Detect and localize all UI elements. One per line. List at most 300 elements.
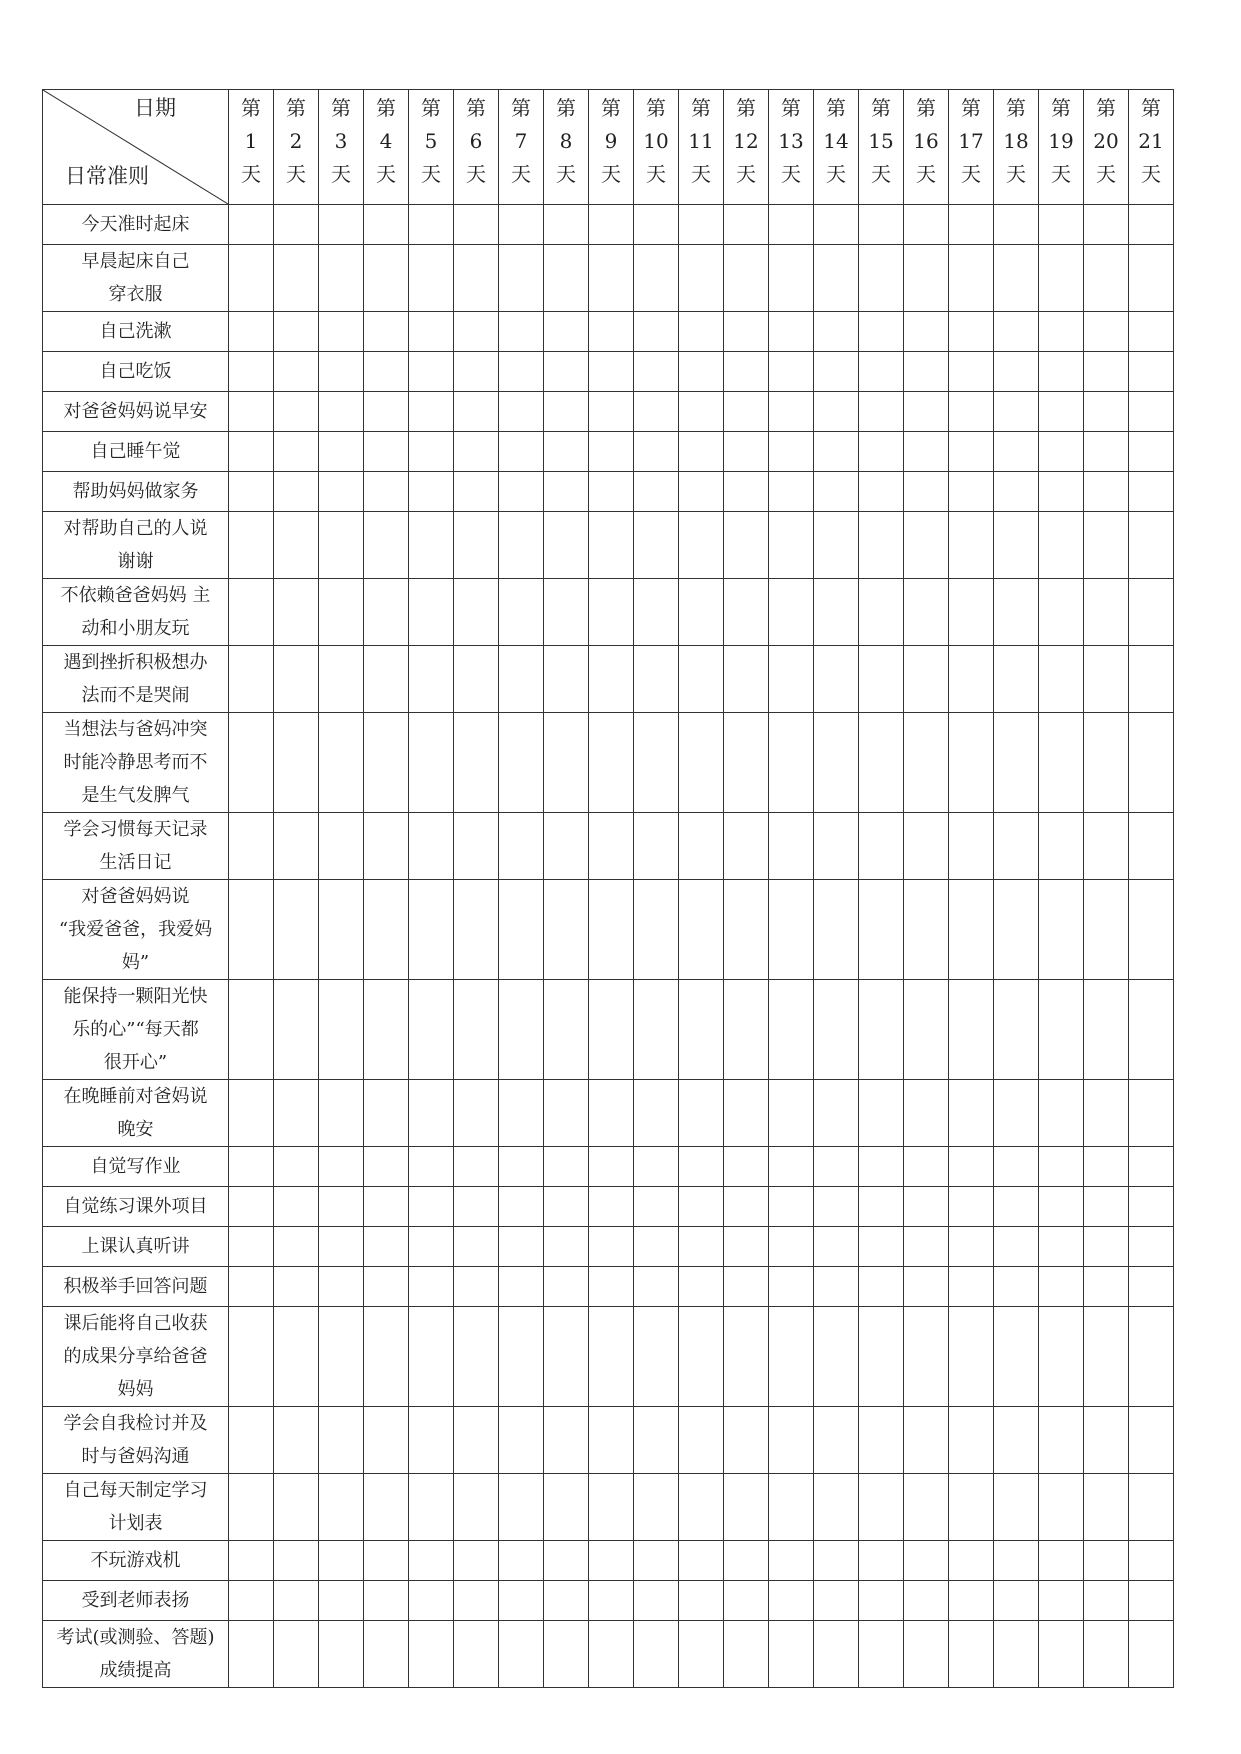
check-cell[interactable] xyxy=(994,646,1039,713)
check-cell[interactable] xyxy=(679,432,724,472)
check-cell[interactable] xyxy=(814,205,859,245)
check-cell[interactable] xyxy=(1129,980,1174,1080)
check-cell[interactable] xyxy=(544,472,589,512)
check-cell[interactable] xyxy=(904,312,949,352)
check-cell[interactable] xyxy=(904,1147,949,1187)
check-cell[interactable] xyxy=(499,312,544,352)
check-cell[interactable] xyxy=(724,205,769,245)
check-cell[interactable] xyxy=(274,512,319,579)
check-cell[interactable] xyxy=(1084,392,1129,432)
check-cell[interactable] xyxy=(859,1541,904,1581)
check-cell[interactable] xyxy=(454,813,499,880)
check-cell[interactable] xyxy=(724,1541,769,1581)
check-cell[interactable] xyxy=(679,813,724,880)
check-cell[interactable] xyxy=(814,1187,859,1227)
check-cell[interactable] xyxy=(1084,512,1129,579)
check-cell[interactable] xyxy=(994,1267,1039,1307)
check-cell[interactable] xyxy=(229,312,274,352)
check-cell[interactable] xyxy=(769,980,814,1080)
check-cell[interactable] xyxy=(454,352,499,392)
check-cell[interactable] xyxy=(679,512,724,579)
check-cell[interactable] xyxy=(499,245,544,312)
check-cell[interactable] xyxy=(814,646,859,713)
check-cell[interactable] xyxy=(409,880,454,980)
check-cell[interactable] xyxy=(994,312,1039,352)
check-cell[interactable] xyxy=(589,1581,634,1621)
check-cell[interactable] xyxy=(814,1621,859,1688)
check-cell[interactable] xyxy=(769,1474,814,1541)
check-cell[interactable] xyxy=(1084,646,1129,713)
check-cell[interactable] xyxy=(544,813,589,880)
check-cell[interactable] xyxy=(994,1407,1039,1474)
check-cell[interactable] xyxy=(724,1621,769,1688)
check-cell[interactable] xyxy=(589,1474,634,1541)
check-cell[interactable] xyxy=(499,1147,544,1187)
check-cell[interactable] xyxy=(364,1581,409,1621)
check-cell[interactable] xyxy=(409,1407,454,1474)
check-cell[interactable] xyxy=(859,1187,904,1227)
check-cell[interactable] xyxy=(859,880,904,980)
check-cell[interactable] xyxy=(364,1474,409,1541)
check-cell[interactable] xyxy=(229,1621,274,1688)
check-cell[interactable] xyxy=(994,432,1039,472)
check-cell[interactable] xyxy=(454,1227,499,1267)
check-cell[interactable] xyxy=(1084,312,1129,352)
check-cell[interactable] xyxy=(1039,245,1084,312)
check-cell[interactable] xyxy=(724,1267,769,1307)
check-cell[interactable] xyxy=(1084,579,1129,646)
check-cell[interactable] xyxy=(724,880,769,980)
check-cell[interactable] xyxy=(319,1307,364,1407)
check-cell[interactable] xyxy=(859,1147,904,1187)
check-cell[interactable] xyxy=(274,713,319,813)
check-cell[interactable] xyxy=(1129,512,1174,579)
check-cell[interactable] xyxy=(769,312,814,352)
check-cell[interactable] xyxy=(229,205,274,245)
check-cell[interactable] xyxy=(994,245,1039,312)
check-cell[interactable] xyxy=(634,1407,679,1474)
check-cell[interactable] xyxy=(1039,1080,1084,1147)
check-cell[interactable] xyxy=(994,392,1039,432)
check-cell[interactable] xyxy=(454,1307,499,1407)
check-cell[interactable] xyxy=(1084,352,1129,392)
check-cell[interactable] xyxy=(904,1541,949,1581)
check-cell[interactable] xyxy=(499,205,544,245)
check-cell[interactable] xyxy=(1039,1581,1084,1621)
check-cell[interactable] xyxy=(634,813,679,880)
check-cell[interactable] xyxy=(319,1227,364,1267)
check-cell[interactable] xyxy=(679,352,724,392)
check-cell[interactable] xyxy=(319,312,364,352)
check-cell[interactable] xyxy=(319,646,364,713)
check-cell[interactable] xyxy=(859,245,904,312)
check-cell[interactable] xyxy=(994,205,1039,245)
check-cell[interactable] xyxy=(454,980,499,1080)
check-cell[interactable] xyxy=(949,472,994,512)
check-cell[interactable] xyxy=(409,1581,454,1621)
check-cell[interactable] xyxy=(499,646,544,713)
check-cell[interactable] xyxy=(634,579,679,646)
check-cell[interactable] xyxy=(1084,1407,1129,1474)
check-cell[interactable] xyxy=(454,1267,499,1307)
check-cell[interactable] xyxy=(409,245,454,312)
check-cell[interactable] xyxy=(634,312,679,352)
check-cell[interactable] xyxy=(859,1267,904,1307)
check-cell[interactable] xyxy=(1129,1080,1174,1147)
check-cell[interactable] xyxy=(904,1187,949,1227)
check-cell[interactable] xyxy=(1129,352,1174,392)
check-cell[interactable] xyxy=(454,713,499,813)
check-cell[interactable] xyxy=(904,1267,949,1307)
check-cell[interactable] xyxy=(904,432,949,472)
check-cell[interactable] xyxy=(679,1407,724,1474)
check-cell[interactable] xyxy=(1084,1474,1129,1541)
check-cell[interactable] xyxy=(859,1621,904,1688)
check-cell[interactable] xyxy=(814,352,859,392)
check-cell[interactable] xyxy=(814,1267,859,1307)
check-cell[interactable] xyxy=(724,1187,769,1227)
check-cell[interactable] xyxy=(499,352,544,392)
check-cell[interactable] xyxy=(544,352,589,392)
check-cell[interactable] xyxy=(814,1407,859,1474)
check-cell[interactable] xyxy=(859,472,904,512)
check-cell[interactable] xyxy=(499,1080,544,1147)
check-cell[interactable] xyxy=(229,1307,274,1407)
check-cell[interactable] xyxy=(274,392,319,432)
check-cell[interactable] xyxy=(364,713,409,813)
check-cell[interactable] xyxy=(454,579,499,646)
check-cell[interactable] xyxy=(724,1581,769,1621)
check-cell[interactable] xyxy=(949,1080,994,1147)
check-cell[interactable] xyxy=(544,512,589,579)
check-cell[interactable] xyxy=(319,1267,364,1307)
check-cell[interactable] xyxy=(364,880,409,980)
check-cell[interactable] xyxy=(949,1147,994,1187)
check-cell[interactable] xyxy=(679,1307,724,1407)
check-cell[interactable] xyxy=(454,312,499,352)
check-cell[interactable] xyxy=(994,579,1039,646)
check-cell[interactable] xyxy=(634,1147,679,1187)
check-cell[interactable] xyxy=(229,980,274,1080)
check-cell[interactable] xyxy=(724,813,769,880)
check-cell[interactable] xyxy=(904,1227,949,1267)
check-cell[interactable] xyxy=(1084,813,1129,880)
check-cell[interactable] xyxy=(859,1080,904,1147)
check-cell[interactable] xyxy=(1084,1080,1129,1147)
check-cell[interactable] xyxy=(814,880,859,980)
check-cell[interactable] xyxy=(949,1407,994,1474)
check-cell[interactable] xyxy=(229,512,274,579)
check-cell[interactable] xyxy=(454,880,499,980)
check-cell[interactable] xyxy=(634,205,679,245)
check-cell[interactable] xyxy=(769,352,814,392)
check-cell[interactable] xyxy=(859,646,904,713)
check-cell[interactable] xyxy=(409,1227,454,1267)
check-cell[interactable] xyxy=(769,646,814,713)
check-cell[interactable] xyxy=(634,245,679,312)
check-cell[interactable] xyxy=(769,432,814,472)
check-cell[interactable] xyxy=(229,1474,274,1541)
check-cell[interactable] xyxy=(724,1307,769,1407)
check-cell[interactable] xyxy=(1039,1147,1084,1187)
check-cell[interactable] xyxy=(1039,1227,1084,1267)
check-cell[interactable] xyxy=(1129,1147,1174,1187)
check-cell[interactable] xyxy=(724,1474,769,1541)
check-cell[interactable] xyxy=(724,1407,769,1474)
check-cell[interactable] xyxy=(634,472,679,512)
check-cell[interactable] xyxy=(1129,813,1174,880)
check-cell[interactable] xyxy=(1129,1227,1174,1267)
check-cell[interactable] xyxy=(319,980,364,1080)
check-cell[interactable] xyxy=(634,713,679,813)
check-cell[interactable] xyxy=(724,472,769,512)
check-cell[interactable] xyxy=(364,512,409,579)
check-cell[interactable] xyxy=(724,579,769,646)
check-cell[interactable] xyxy=(679,1267,724,1307)
check-cell[interactable] xyxy=(1039,312,1084,352)
check-cell[interactable] xyxy=(679,980,724,1080)
check-cell[interactable] xyxy=(274,245,319,312)
check-cell[interactable] xyxy=(814,713,859,813)
check-cell[interactable] xyxy=(274,432,319,472)
check-cell[interactable] xyxy=(1039,1407,1084,1474)
check-cell[interactable] xyxy=(1039,980,1084,1080)
check-cell[interactable] xyxy=(499,1187,544,1227)
check-cell[interactable] xyxy=(859,579,904,646)
check-cell[interactable] xyxy=(409,579,454,646)
check-cell[interactable] xyxy=(859,432,904,472)
check-cell[interactable] xyxy=(949,1581,994,1621)
check-cell[interactable] xyxy=(994,1541,1039,1581)
check-cell[interactable] xyxy=(904,1407,949,1474)
check-cell[interactable] xyxy=(319,1080,364,1147)
check-cell[interactable] xyxy=(769,245,814,312)
check-cell[interactable] xyxy=(634,1187,679,1227)
check-cell[interactable] xyxy=(724,432,769,472)
check-cell[interactable] xyxy=(814,1080,859,1147)
check-cell[interactable] xyxy=(589,512,634,579)
check-cell[interactable] xyxy=(634,880,679,980)
check-cell[interactable] xyxy=(274,579,319,646)
check-cell[interactable] xyxy=(679,713,724,813)
check-cell[interactable] xyxy=(679,1621,724,1688)
check-cell[interactable] xyxy=(724,352,769,392)
check-cell[interactable] xyxy=(319,1581,364,1621)
check-cell[interactable] xyxy=(1039,1541,1084,1581)
check-cell[interactable] xyxy=(1084,1147,1129,1187)
check-cell[interactable] xyxy=(634,1474,679,1541)
check-cell[interactable] xyxy=(994,1147,1039,1187)
check-cell[interactable] xyxy=(229,1407,274,1474)
check-cell[interactable] xyxy=(364,1267,409,1307)
check-cell[interactable] xyxy=(274,312,319,352)
check-cell[interactable] xyxy=(454,1581,499,1621)
check-cell[interactable] xyxy=(769,1541,814,1581)
check-cell[interactable] xyxy=(724,245,769,312)
check-cell[interactable] xyxy=(1129,205,1174,245)
check-cell[interactable] xyxy=(229,392,274,432)
check-cell[interactable] xyxy=(229,646,274,713)
check-cell[interactable] xyxy=(994,352,1039,392)
check-cell[interactable] xyxy=(409,713,454,813)
check-cell[interactable] xyxy=(1039,352,1084,392)
check-cell[interactable] xyxy=(544,1307,589,1407)
check-cell[interactable] xyxy=(364,352,409,392)
check-cell[interactable] xyxy=(1084,1227,1129,1267)
check-cell[interactable] xyxy=(454,1080,499,1147)
check-cell[interactable] xyxy=(409,392,454,432)
check-cell[interactable] xyxy=(319,432,364,472)
check-cell[interactable] xyxy=(769,579,814,646)
check-cell[interactable] xyxy=(499,713,544,813)
check-cell[interactable] xyxy=(454,1621,499,1688)
check-cell[interactable] xyxy=(814,1307,859,1407)
check-cell[interactable] xyxy=(544,1187,589,1227)
check-cell[interactable] xyxy=(904,646,949,713)
check-cell[interactable] xyxy=(589,713,634,813)
check-cell[interactable] xyxy=(1039,1267,1084,1307)
check-cell[interactable] xyxy=(994,713,1039,813)
check-cell[interactable] xyxy=(319,880,364,980)
check-cell[interactable] xyxy=(1129,1581,1174,1621)
check-cell[interactable] xyxy=(274,880,319,980)
check-cell[interactable] xyxy=(499,432,544,472)
check-cell[interactable] xyxy=(409,646,454,713)
check-cell[interactable] xyxy=(409,512,454,579)
check-cell[interactable] xyxy=(319,1147,364,1187)
check-cell[interactable] xyxy=(1084,713,1129,813)
check-cell[interactable] xyxy=(544,1227,589,1267)
check-cell[interactable] xyxy=(949,980,994,1080)
check-cell[interactable] xyxy=(679,1227,724,1267)
check-cell[interactable] xyxy=(1039,713,1084,813)
check-cell[interactable] xyxy=(319,392,364,432)
check-cell[interactable] xyxy=(1039,1307,1084,1407)
check-cell[interactable] xyxy=(544,1541,589,1581)
check-cell[interactable] xyxy=(634,1541,679,1581)
check-cell[interactable] xyxy=(949,579,994,646)
check-cell[interactable] xyxy=(319,1474,364,1541)
check-cell[interactable] xyxy=(1129,1541,1174,1581)
check-cell[interactable] xyxy=(1084,1621,1129,1688)
check-cell[interactable] xyxy=(229,1187,274,1227)
check-cell[interactable] xyxy=(904,1080,949,1147)
check-cell[interactable] xyxy=(319,1187,364,1227)
check-cell[interactable] xyxy=(544,713,589,813)
check-cell[interactable] xyxy=(499,813,544,880)
check-cell[interactable] xyxy=(364,432,409,472)
check-cell[interactable] xyxy=(274,1581,319,1621)
check-cell[interactable] xyxy=(319,813,364,880)
check-cell[interactable] xyxy=(274,1187,319,1227)
check-cell[interactable] xyxy=(364,813,409,880)
check-cell[interactable] xyxy=(274,646,319,713)
check-cell[interactable] xyxy=(769,713,814,813)
check-cell[interactable] xyxy=(499,880,544,980)
check-cell[interactable] xyxy=(814,392,859,432)
check-cell[interactable] xyxy=(679,1541,724,1581)
check-cell[interactable] xyxy=(1129,713,1174,813)
check-cell[interactable] xyxy=(499,472,544,512)
check-cell[interactable] xyxy=(409,432,454,472)
check-cell[interactable] xyxy=(1129,472,1174,512)
check-cell[interactable] xyxy=(994,1080,1039,1147)
check-cell[interactable] xyxy=(634,646,679,713)
check-cell[interactable] xyxy=(814,813,859,880)
check-cell[interactable] xyxy=(1039,205,1084,245)
check-cell[interactable] xyxy=(814,1581,859,1621)
check-cell[interactable] xyxy=(1039,1621,1084,1688)
check-cell[interactable] xyxy=(1039,512,1084,579)
check-cell[interactable] xyxy=(949,312,994,352)
check-cell[interactable] xyxy=(859,205,904,245)
check-cell[interactable] xyxy=(589,392,634,432)
check-cell[interactable] xyxy=(1129,1187,1174,1227)
check-cell[interactable] xyxy=(589,472,634,512)
check-cell[interactable] xyxy=(994,980,1039,1080)
check-cell[interactable] xyxy=(589,1307,634,1407)
check-cell[interactable] xyxy=(499,1267,544,1307)
check-cell[interactable] xyxy=(949,205,994,245)
check-cell[interactable] xyxy=(589,880,634,980)
check-cell[interactable] xyxy=(949,432,994,472)
check-cell[interactable] xyxy=(1129,245,1174,312)
check-cell[interactable] xyxy=(1039,432,1084,472)
check-cell[interactable] xyxy=(769,1267,814,1307)
check-cell[interactable] xyxy=(409,312,454,352)
check-cell[interactable] xyxy=(364,205,409,245)
check-cell[interactable] xyxy=(454,1541,499,1581)
check-cell[interactable] xyxy=(229,813,274,880)
check-cell[interactable] xyxy=(1039,1187,1084,1227)
check-cell[interactable] xyxy=(679,579,724,646)
check-cell[interactable] xyxy=(319,1621,364,1688)
check-cell[interactable] xyxy=(544,1267,589,1307)
check-cell[interactable] xyxy=(769,1621,814,1688)
check-cell[interactable] xyxy=(769,512,814,579)
check-cell[interactable] xyxy=(409,1147,454,1187)
check-cell[interactable] xyxy=(589,312,634,352)
check-cell[interactable] xyxy=(859,980,904,1080)
check-cell[interactable] xyxy=(814,579,859,646)
check-cell[interactable] xyxy=(409,1474,454,1541)
check-cell[interactable] xyxy=(859,713,904,813)
check-cell[interactable] xyxy=(814,1227,859,1267)
check-cell[interactable] xyxy=(949,646,994,713)
check-cell[interactable] xyxy=(499,1581,544,1621)
check-cell[interactable] xyxy=(319,472,364,512)
check-cell[interactable] xyxy=(769,1147,814,1187)
check-cell[interactable] xyxy=(544,980,589,1080)
check-cell[interactable] xyxy=(679,1187,724,1227)
check-cell[interactable] xyxy=(724,1227,769,1267)
check-cell[interactable] xyxy=(544,646,589,713)
check-cell[interactable] xyxy=(544,579,589,646)
check-cell[interactable] xyxy=(274,1227,319,1267)
check-cell[interactable] xyxy=(1039,392,1084,432)
check-cell[interactable] xyxy=(364,1621,409,1688)
check-cell[interactable] xyxy=(229,1080,274,1147)
check-cell[interactable] xyxy=(814,312,859,352)
check-cell[interactable] xyxy=(454,432,499,472)
check-cell[interactable] xyxy=(589,1187,634,1227)
check-cell[interactable] xyxy=(364,1307,409,1407)
check-cell[interactable] xyxy=(679,880,724,980)
check-cell[interactable] xyxy=(1084,1187,1129,1227)
check-cell[interactable] xyxy=(679,245,724,312)
check-cell[interactable] xyxy=(229,1147,274,1187)
check-cell[interactable] xyxy=(859,1581,904,1621)
